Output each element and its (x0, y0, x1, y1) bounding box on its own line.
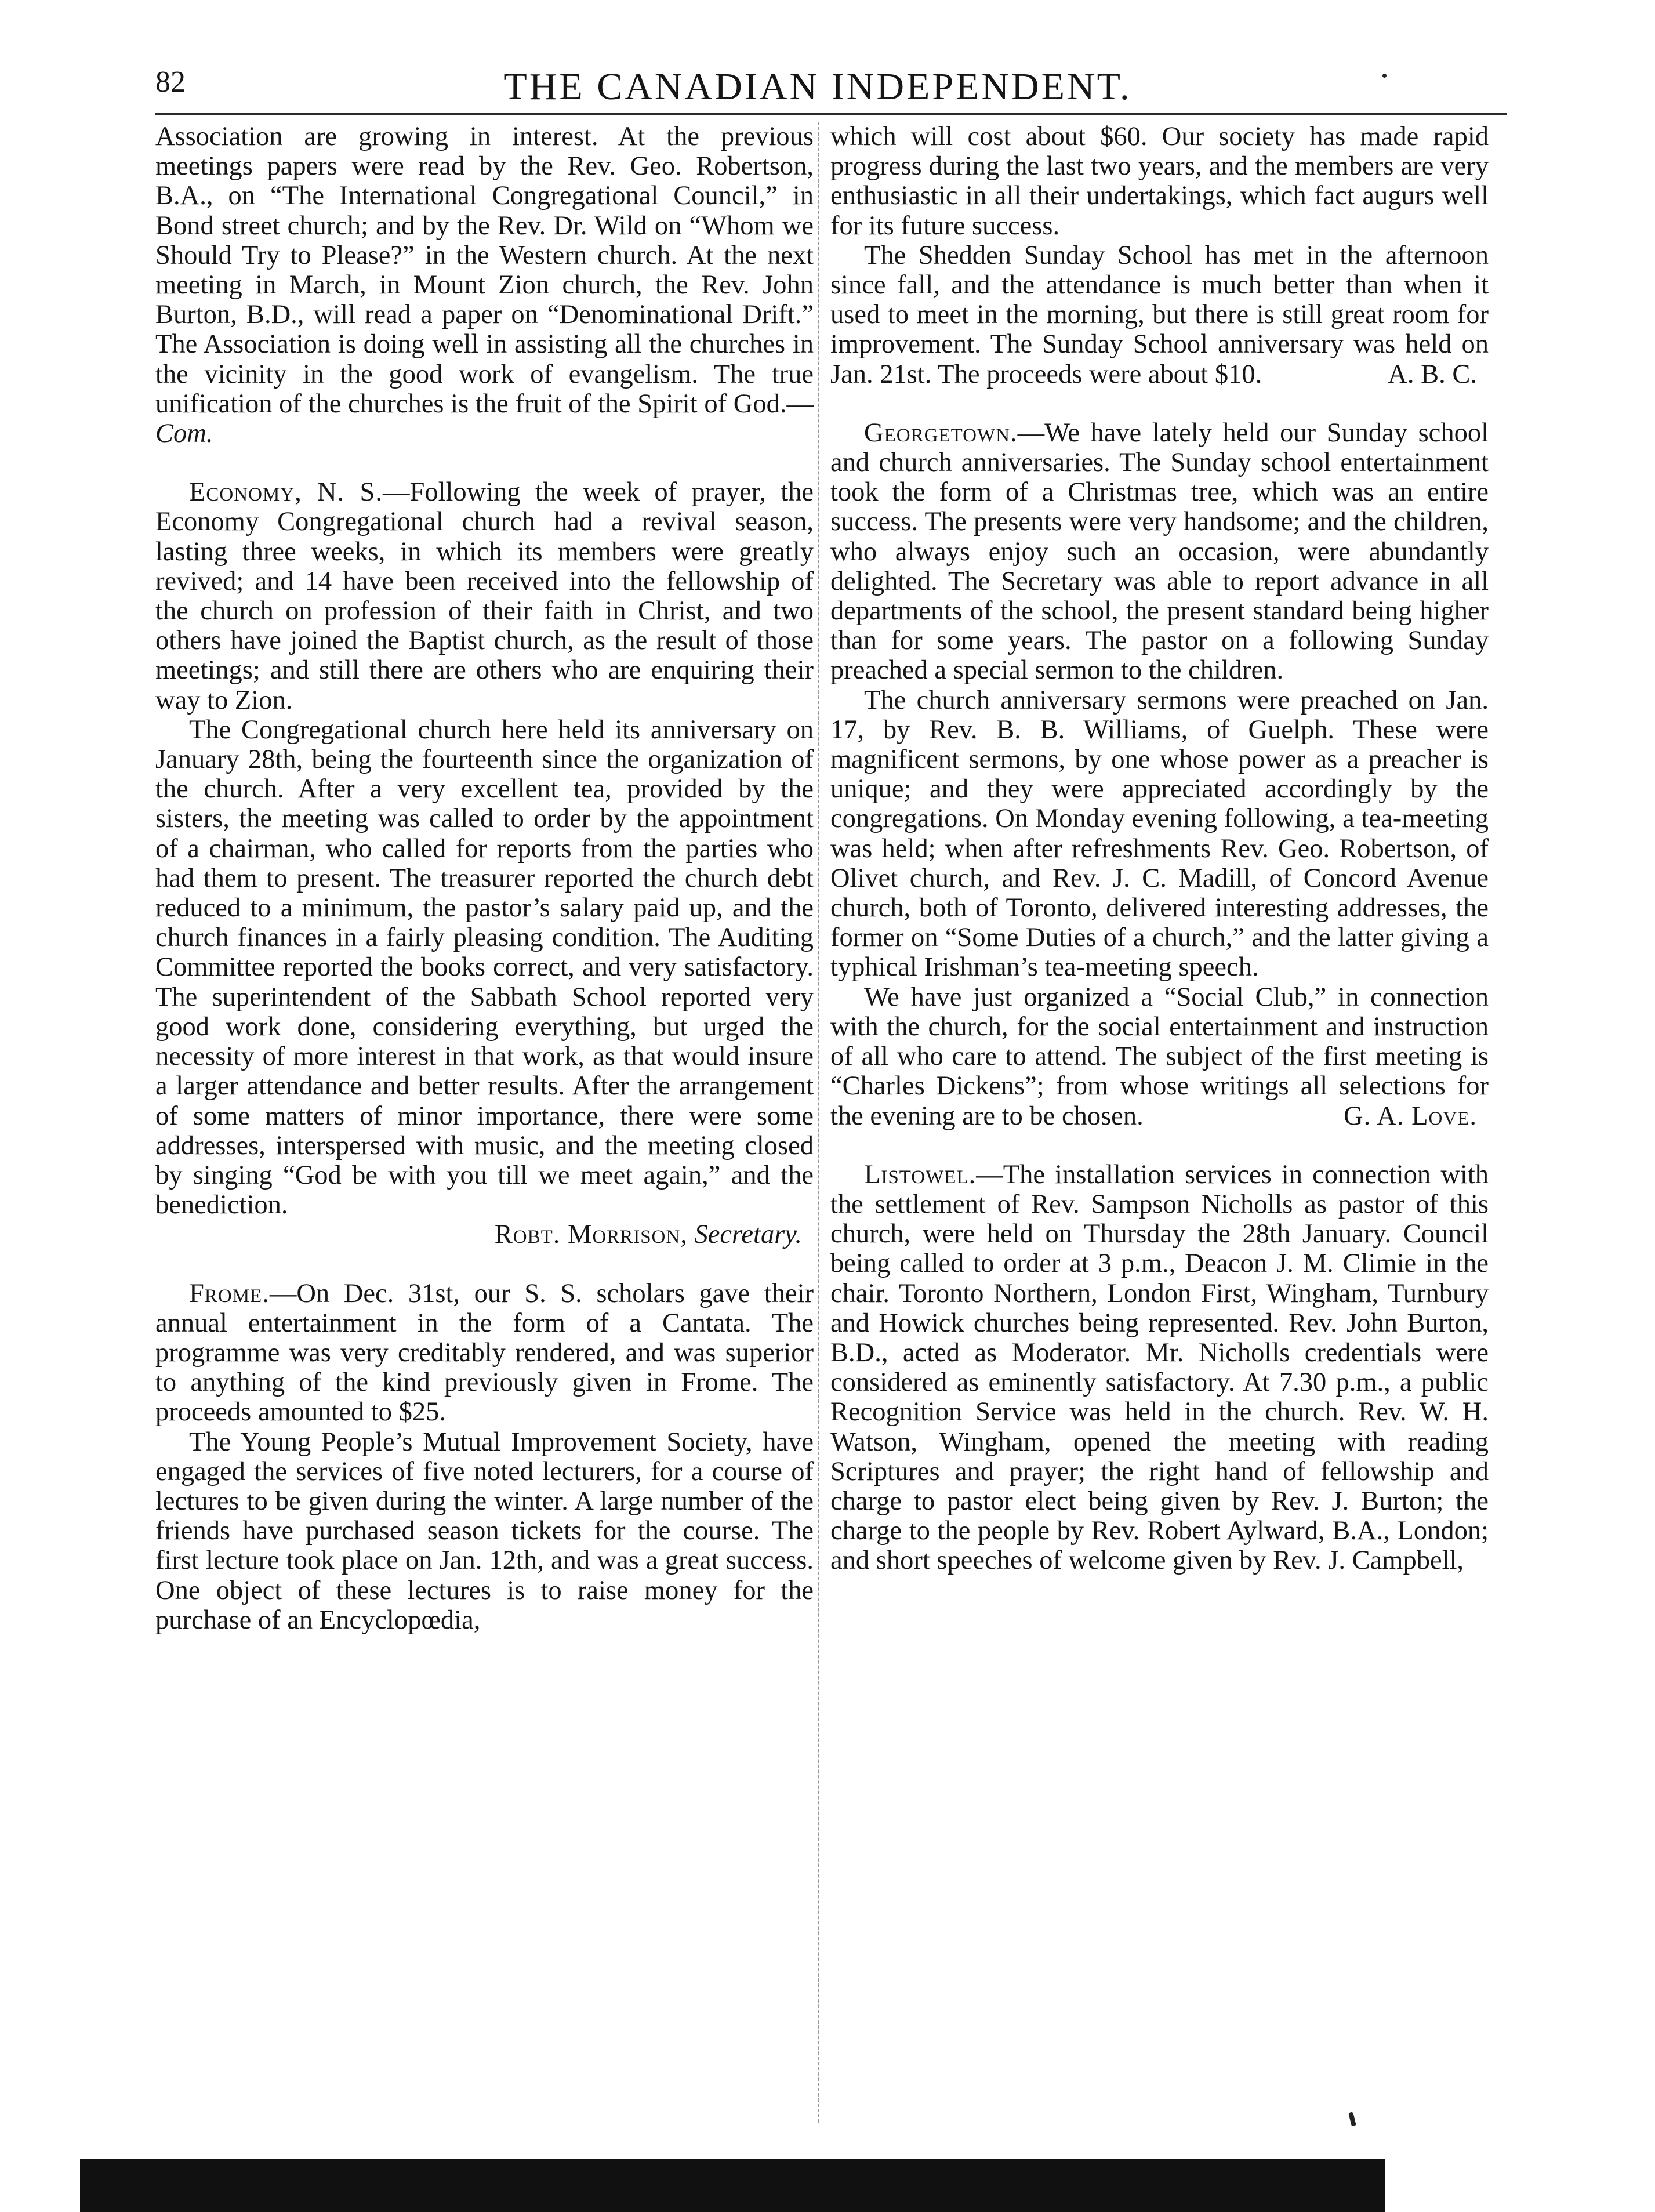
paragraph-association (155, 122, 814, 448)
header-rule (155, 113, 1507, 115)
place-heading: Listowel. (864, 1159, 977, 1190)
paragraph-social-club (830, 982, 1489, 1131)
paragraph-text: We have just organized a “Social Club,” in connection with the church, for the social entertainment and instruction of all who care to attend. The subject of the first meeting is “Charles Dickens”; from whose writings all selections for the evening are to be chosen. (830, 982, 1489, 1131)
paragraph-economy-anniversary (155, 715, 814, 1220)
paragraph-initials: A. B. C. (1388, 359, 1477, 389)
paragraph-text: —The installation services in connection with the settlement of Rev. Sampson Nicholls as pastor of this church, were held on Thursday the 28th January. Council being called to order at 3 p.m., Deacon J. M. Climie in the chair. Toronto Northern, London First, Wingham, Turnbury and Howick churches being represented. Rev. John Burton, B.D., acted as Moderator. Mr. Nicholls credentials were considered as eminently satisfactory. At 7.30 p.m., a public Recognition Service was held in the church. Rev. W. H. Watson, Wingham, opened the meeting with reading Scriptures and prayer; the right hand of fellowship and charge to pastor elect being given by Rev. J. Burton; the charge to the people by Rev. Robert Aylward, B.A., London; and short speeches of welcome given by Rev. J. Campbell, (830, 1159, 1489, 1576)
paragraph-text: The Young People’s Mutual Improvement Society, have engaged the services of five noted lecturers, for a course of lectures to be given during the winter. A large number of the friends have purchased season tickets for the course. The first lecture took place on Jan. 12th, and was a great success. One object of these lectures is to raise money for the purchase of an Encyclopœdia, (155, 1427, 814, 1635)
paragraph-text: Association are growing in interest. At the previous meetings papers were read by the Rev. Geo. Robertson, B.A., on “The International Congregational Council,” in Bond street church; and by the Rev. Dr. Wild on “Whom we Should Try to Please?” in the Western church. At the next meeting in March, in Mount Zion church, the Rev. John Burton, B.D., will read a paper on “Denominational Drift.” The Association is doing well in assisting all the churches in the vicinity in the good work of evangelism. The true unification of the churches is the fruit of the Spirit of God.— (155, 122, 814, 419)
paragraph-georgetown (830, 418, 1489, 686)
place-heading: Georgetown. (864, 418, 1018, 448)
signature-line (155, 1220, 802, 1249)
paragraph-text: —We have lately held our Sunday school and church anniversaries. The Sunday school entertainment took the form of a Christmas tree, which was an entire success. The presents were very handsome; and the children, who always enjoy such an occasion, were abundantly delighted. The Secretary was able to report advance in all departments of the school, the present standard being higher than for some years. The pastor on a following Sunday preached a special sermon to the children. (830, 418, 1489, 686)
paragraph-georgetown-anniversary (830, 686, 1489, 982)
paragraph-attribution: Com. (155, 419, 213, 449)
paragraph-frome-continued (830, 122, 1489, 241)
paragraph-frome (155, 1279, 814, 1427)
right-column (830, 122, 1489, 1576)
page-number: 82 (155, 66, 186, 99)
paragraph-text: which will cost about $60. Our society has made rapid progress during the last two years, and the members are very enthusiastic in all their undertakings, which fact augurs well for its future success. (830, 122, 1489, 241)
paragraph-text: The Shedden Sunday School has met in the afternoon since fall, and the attendance is much better than when it used to meet in the morning, but there is still great room for improvement. The Sunday School anniversary was held on Jan. 21st. The proceeds were about $10. (830, 240, 1489, 389)
left-column (155, 122, 814, 1635)
paragraph-text: —On Dec. 31st, our S. S. scholars gave their annual entertainment in the form of a Cantata. The programme was very creditably rendered, and was superior to anything of the kind previously given in Frome. The proceeds amounted to $25. (155, 1278, 814, 1427)
running-title: THE CANADIAN INDEPENDENT. (503, 66, 1132, 108)
paragraph-text: The Congregational church here held its anniversary on January 28th, being the fourteenth since the organization of the church. After a very excellent tea, provided by the sisters, the meeting was called to order by the appointment of a chairman, who called for reports from the parties who had them to present. The treasurer reported the church debt reduced to a minimum, the pastor’s salary paid up, and the church finances in a fairly pleasing condition. The Auditing Committee reported the books correct, and very satisfactory. The superintendent of the Sabbath School reported very good work done, considering everything, but urged the necessity of more interest in that work, as that would insure a larger attendance and better results. After the arrangement of some matters of minor importance, there were some addresses, interspersed with music, and the meeting closed by singing “God be with you till we meet again,” and the benediction. (155, 715, 814, 1220)
print-mark (1348, 2112, 1356, 2126)
place-heading: Frome. (189, 1278, 270, 1308)
column-divider (818, 122, 819, 2123)
paragraph-shedden (830, 241, 1489, 389)
print-speck (1382, 74, 1387, 78)
scan-edge-shadow (80, 2159, 1385, 2212)
paragraph-text: —Following the week of prayer, the Economy Congregational church had a revival season, lasting three weeks, in which its members were greatly revived; and 14 have been received into the fellowship of the church on profession of their faith in Christ, and two others have joined the Baptist church, as the result of those meetings; and still there are others who are enquiring their way to Zion. (155, 477, 814, 715)
place-heading: Economy, N. S. (189, 477, 383, 507)
paragraph-frome-society (155, 1427, 814, 1635)
paragraph-initials: G. A. Love. (1344, 1101, 1477, 1131)
paragraph-text: The church anniversary sermons were preached on Jan. 17, by Rev. B. B. Williams, of Guelph. These were magnificent sermons, by one whose power as a preacher is unique; and they were appreciated accordingly by the congregations. On Monday evening following, a tea-meeting was held; when after refreshments Rev. Geo. Robertson, of Olivet church, and Rev. J. C. Madill, of Concord Avenue church, both of Toronto, delivered interesting addresses, the former on “Some Duties of a church,” and the latter giving a typhical Irishman’s tea-meeting speech. (830, 685, 1489, 982)
signature-name: Robt. Morrison, (494, 1220, 688, 1250)
paragraph-listowel (830, 1160, 1489, 1576)
paragraph-economy (155, 477, 814, 715)
signature-title: Secretary. (694, 1220, 802, 1250)
